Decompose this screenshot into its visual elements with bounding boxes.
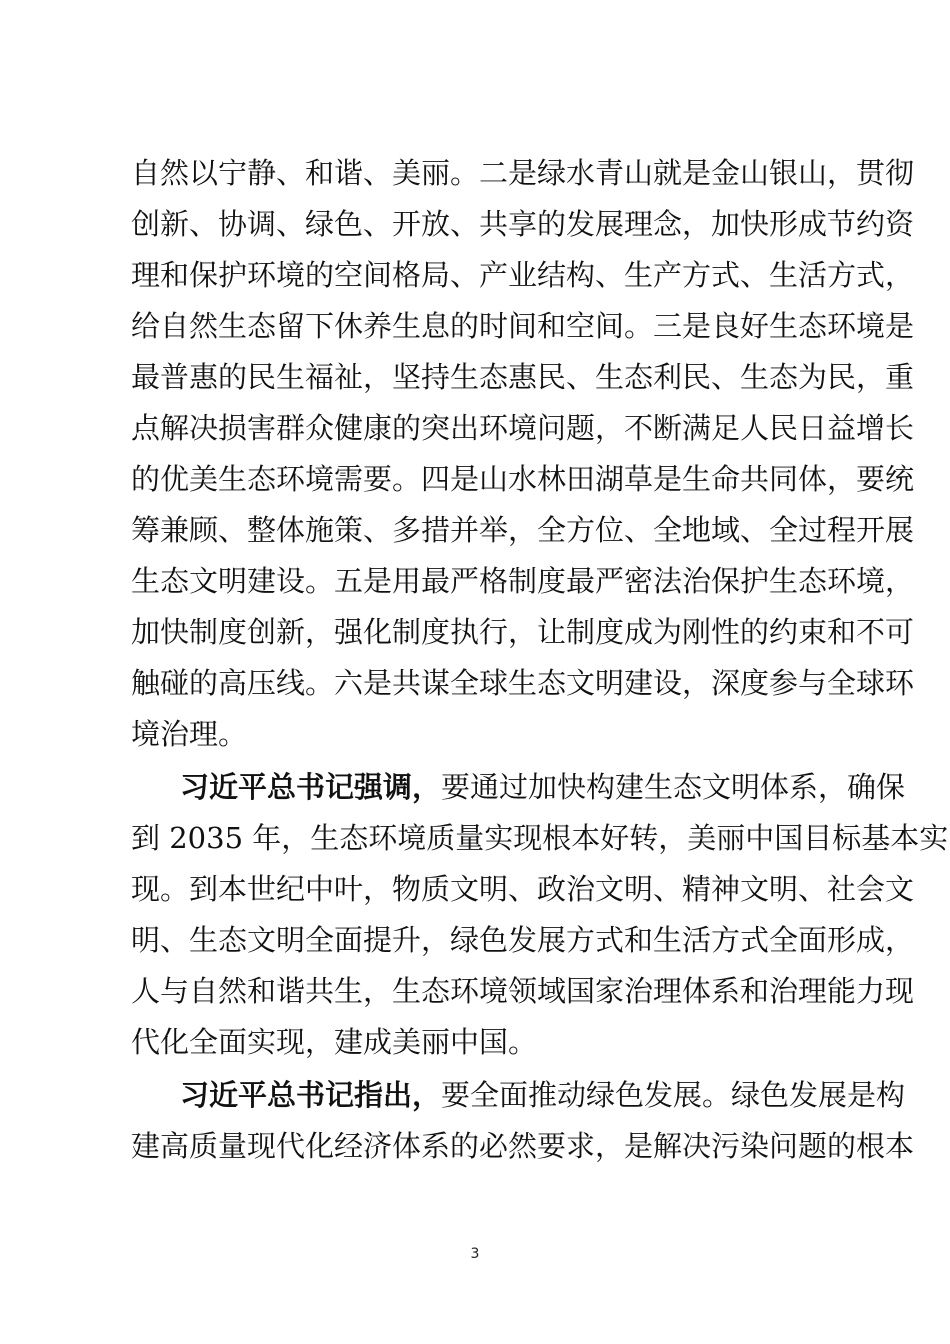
paragraph-2-line-4: 明、生态文明全面提升，绿色发展方式和生活方式全面形成， <box>131 923 915 957</box>
paragraph-2-line-6: 代化全面实现，建成美丽中国。 <box>131 1025 538 1059</box>
paragraph-3-line-1 <box>180 1070 906 1120</box>
paragraph-2-lead: 习近平总书记强调， <box>180 770 442 804</box>
paragraph-1-line-1: 自然以宁静、和谐、美丽。二是绿水青山就是金山银山，贯彻 <box>131 156 915 190</box>
paragraph-1-line-11: 触碰的高压线。六是共谋全球生态文明建设，深度参与全球环 <box>131 666 915 700</box>
paragraph-1-line-7: 的优美生态环境需要。四是山水林田湖草是生命共同体，要统 <box>131 462 915 496</box>
paragraph-3-lead: 习近平总书记指出， <box>180 1078 442 1112</box>
paragraph-2-line-2: 到 2035 年，生态环境质量实现根本好转，美丽中国目标基本实 <box>131 821 949 855</box>
paragraph-3-line-2: 建高质量现代化经济体系的必然要求，是解决污染问题的根本 <box>131 1129 915 1163</box>
paragraph-3-first-line-text: 要全面推动绿色发展。绿色发展是构 <box>441 1078 906 1112</box>
paragraph-1-line-2: 创新、协调、绿色、开放、共享的发展理念，加快形成节约资 <box>131 207 915 241</box>
paragraph-1-line-6: 点解决损害群众健康的突出环境问题，不断满足人民日益增长 <box>131 411 915 445</box>
paragraph-1-line-9: 生态文明建设。五是用最严格制度最严密法治保护生态环境， <box>131 564 915 598</box>
paragraph-1-line-8: 筹兼顾、整体施策、多措并举，全方位、全地域、全过程开展 <box>131 513 915 547</box>
paragraph-1-line-10: 加快制度创新，强化制度执行，让制度成为刚性的约束和不可 <box>131 615 915 649</box>
paragraph-2-line-5: 人与自然和谐共生，生态环境领域国家治理体系和治理能力现 <box>131 974 915 1008</box>
paragraph-2-line-3: 现。到本世纪中叶，物质文明、政治文明、精神文明、社会文 <box>131 872 915 906</box>
paragraph-1-line-5: 最普惠的民生福祉，坚持生态惠民、生态利民、生态为民，重 <box>131 360 915 394</box>
paragraph-1-line-4: 给自然生态留下休养生息的时间和空间。三是良好生态环境是 <box>131 309 915 343</box>
page-number: 3 <box>470 1246 480 1262</box>
paragraph-1-line-12: 境治理。 <box>131 717 248 751</box>
paragraph-2-first-line-text: 要通过加快构建生态文明体系，确保 <box>441 770 906 804</box>
paragraph-1-line-3: 理和保护环境的空间格局、产业结构、生产方式、生活方式， <box>131 258 915 292</box>
paragraph-2-line-1 <box>180 762 906 812</box>
